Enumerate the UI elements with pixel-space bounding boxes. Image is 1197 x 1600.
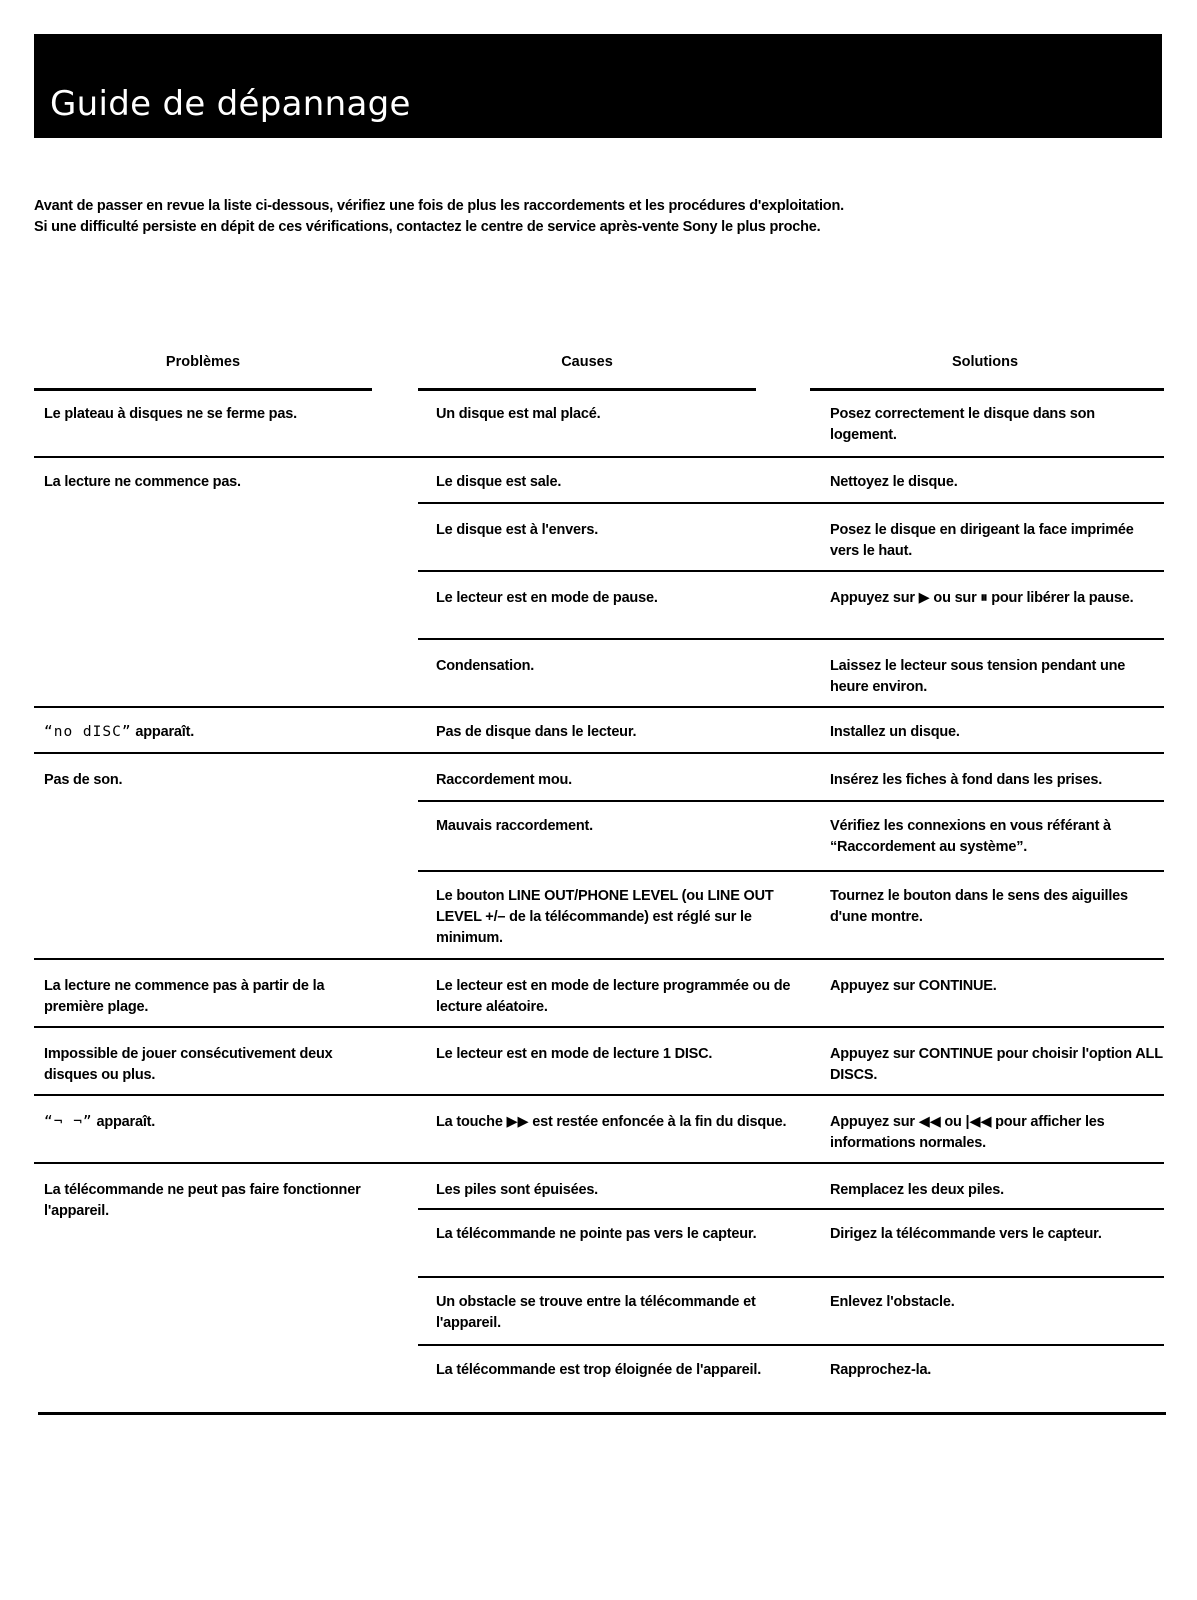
cause-text: Raccordement mou. (436, 772, 572, 788)
solution-text: Tournez le bouton dans le sens des aiguilles d'une montre. (830, 888, 1128, 925)
problem-text: La lecture ne commence pas. (44, 474, 241, 490)
cause-text: Un disque est mal placé. (436, 406, 601, 422)
cause-text: La touche ▶▶ est restée enfoncée à la fin du disque. (436, 1114, 787, 1130)
solution-text: Laissez le lecteur sous tension pendant une heure environ. (830, 658, 1126, 695)
cause-text: Le lecteur est en mode de lecture programmée ou de lecture aléatoire. (436, 978, 791, 1015)
solution-text: Installez un disque. (830, 724, 960, 740)
intro-paragraph: Avant de passer en revue la liste ci-dessous, vérifiez une fois de plus les raccordements et les procédures d'exploitation. Si une difficulté persiste en dépit de ces vérifications, contactez le centre de service après-vente Sony le plus proche. (34, 198, 844, 235)
sub-row-divider (418, 638, 1164, 640)
solution-text: Appuyez sur ◀◀ ou |◀◀ pour afficher les informations normales. (830, 1114, 1105, 1151)
row-divider (34, 1026, 1164, 1028)
title-bar (34, 34, 1162, 138)
column-header-solutions: Solutions (951, 354, 1019, 370)
cause-text: Un obstacle se trouve entre la télécommande et l'appareil. (436, 1294, 756, 1331)
display-segment-text: “no dISC” (44, 724, 132, 740)
sub-row-divider (418, 800, 1164, 802)
solution-text: Posez le disque en dirigeant la face imprimée vers le haut. (830, 522, 1134, 559)
solution-text: Enlevez l'obstacle. (830, 1294, 955, 1310)
cause-text: La télécommande est trop éloignée de l'appareil. (436, 1362, 762, 1378)
row-divider (34, 456, 1164, 458)
row-divider (34, 752, 1164, 754)
problem-text: “no dISC” apparaît. (44, 724, 195, 740)
problem-text: Le plateau à disques ne se ferme pas. (44, 406, 297, 422)
solution-text: Dirigez la télécommande vers le capteur. (830, 1226, 1102, 1242)
solution-text: Insérez les fiches à fond dans les prises. (830, 772, 1103, 788)
cause-text: Les piles sont épuisées. (436, 1182, 599, 1198)
cause-text: Mauvais raccordement. (436, 818, 593, 834)
problem-text: “¬ ¬” apparaît. (44, 1114, 156, 1130)
cause-text: Le disque est à l'envers. (436, 522, 599, 538)
page-title: Guide de dépannage (50, 84, 411, 124)
table-bottom-rule (38, 1412, 1166, 1415)
cause-text: Le bouton LINE OUT/PHONE LEVEL (ou LINE OUT LEVEL +/– de la télécommande) est réglé sur le minimum. (436, 888, 774, 946)
problem-text: Impossible de jouer consécutivement deux disques ou plus. (44, 1046, 333, 1083)
solution-text: Appuyez sur CONTINUE pour choisir l'option ALL DISCS. (830, 1046, 1163, 1083)
header-rule-causes (418, 388, 756, 391)
row-divider (34, 958, 1164, 960)
display-segment-text: “¬ ¬” (44, 1114, 93, 1130)
cause-text: Condensation. (436, 658, 535, 674)
sub-row-divider (418, 1208, 1164, 1210)
solution-text: Rapprochez-la. (830, 1362, 932, 1378)
column-header-causes: Causes (561, 354, 613, 370)
sub-row-divider (418, 502, 1164, 504)
sub-row-divider (418, 1276, 1164, 1278)
header-rule-problems (34, 388, 372, 391)
row-divider (34, 1162, 1164, 1164)
column-header-problems: Problèmes (165, 354, 241, 370)
solution-text: Appuyez sur ▶ ou sur ⏸ pour libérer la pause. (830, 590, 1134, 606)
cause-text: Le lecteur est en mode de pause. (436, 590, 658, 606)
cause-text: Le disque est sale. (436, 474, 562, 490)
cause-text: La télécommande ne pointe pas vers le capteur. (436, 1226, 757, 1242)
sub-row-divider (418, 570, 1164, 572)
solution-text: Vérifiez les connexions en vous référant à “Raccordement au système”. (830, 818, 1111, 855)
cause-text: Le lecteur est en mode de lecture 1 DISC. (436, 1046, 713, 1062)
header-rule-solutions (810, 388, 1164, 391)
problem-text: La télécommande ne peut pas faire fonctionner l'appareil. (44, 1182, 361, 1219)
sub-row-divider (418, 870, 1164, 872)
solution-text: Remplacez les deux piles. (830, 1182, 1004, 1198)
row-divider (34, 706, 1164, 708)
row-divider (34, 1094, 1164, 1096)
solution-text: Posez correctement le disque dans son logement. (830, 406, 1095, 443)
cause-text: Pas de disque dans le lecteur. (436, 724, 637, 740)
problem-text: Pas de son. (44, 772, 123, 788)
solution-text: Nettoyez le disque. (830, 474, 958, 490)
sub-row-divider (418, 1344, 1164, 1346)
solution-text: Appuyez sur CONTINUE. (830, 978, 997, 994)
problem-text: La lecture ne commence pas à partir de la première plage. (44, 978, 325, 1015)
